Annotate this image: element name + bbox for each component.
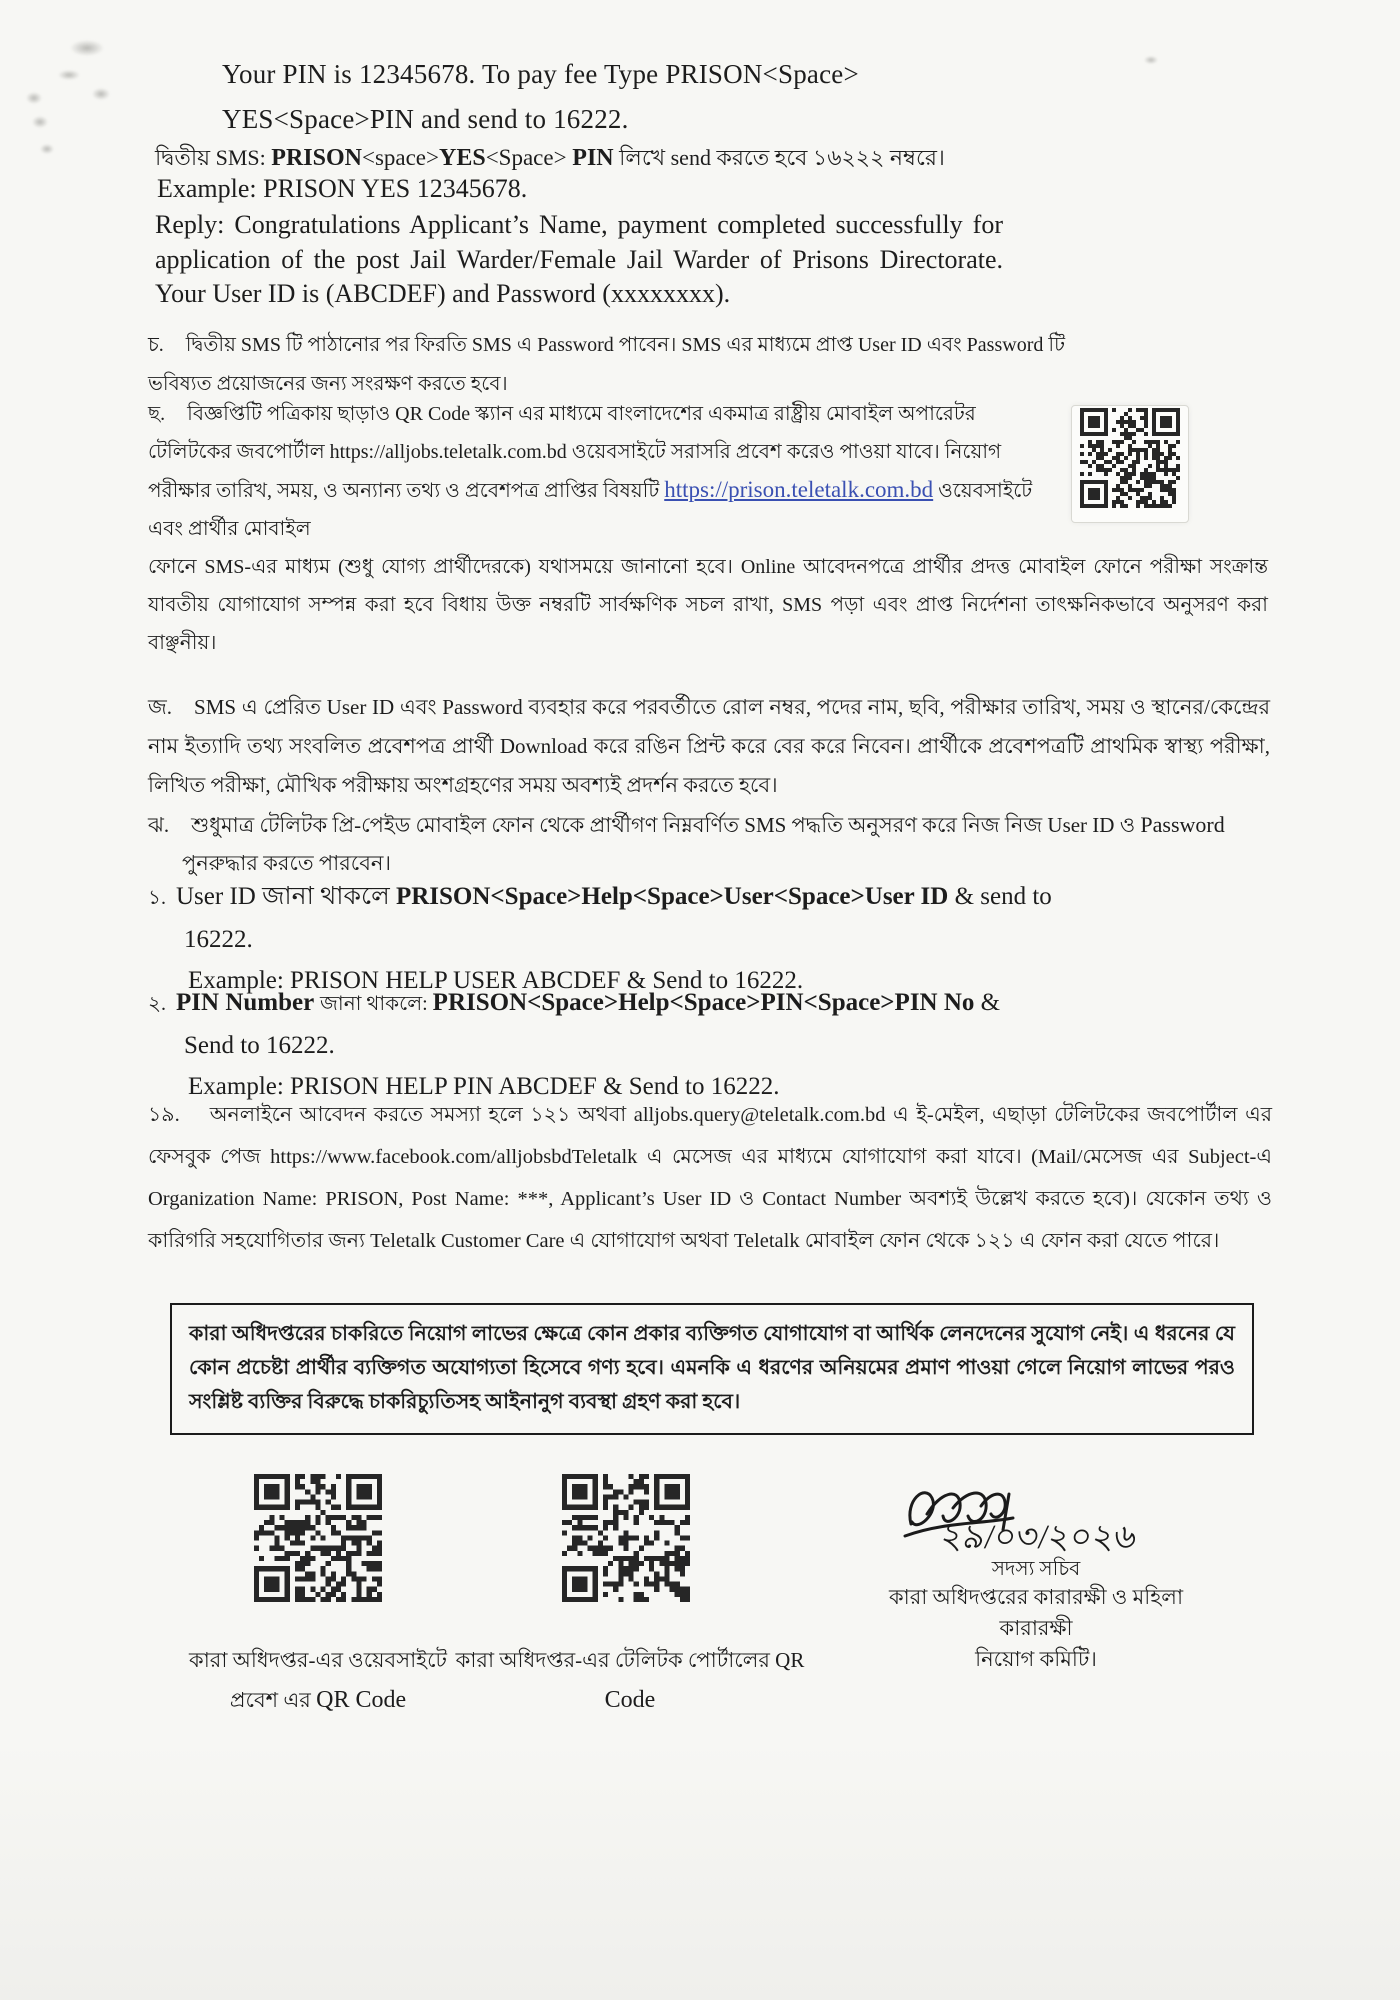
signature-block (862, 1478, 1210, 1675)
section-jha-text-1: শুধুমাত্র টেলিটক প্রি-পেইড মোবাইল ফোন থেকে প্রার্থীগণ নিম্নবর্ণিত SMS পদ্ধতি অনুসরণ করে নিজ নিজ User ID ও (191, 813, 1141, 837)
help-item-pin-line1 (148, 982, 1000, 1025)
section-chha-text-4: ফোনে SMS-এর মাধ্যম (শুধু যোগ্য প্রার্থীদেরকে) যথাসময়ে জানানো হবে। Online আবেদনপত্রে প্রার্থীর প্রদত্ত মোবাইল ফোনে পরীক্ষা সংক্রান্ত যাবতীয় যোগাযোগ সম্পন্ন করা হবে বিধায় উক্ত নম্বরটি সার্বক্ষণিক সচল রাখা, SMS পড়া এবং প্রাপ্ত নির্দেশনা তাৎক্ষনিকভাবে অনুসরণ করা বাঞ্ছনীয়। (148, 556, 1268, 654)
website-qr-image (254, 1474, 382, 1607)
section-chha-text-2: ওয়েবসাইটে সরাসরি প্রবেশ করেও পাওয়া যাবে। নিয়োগ পরীক্ষার তারিখ, সময়, ও অন্যান্য তথ্য ও প্রবেশপত্র প্রাপ্তির বিষয়টি (148, 441, 1002, 502)
teletalk-portal-qr-caption-line1: কারা অধিদপ্তর-এর টেলিটক পোর্টালের QR (455, 1648, 805, 1672)
website-qr-caption-bn: প্রবেশ এর (229, 1688, 317, 1712)
section-cha (148, 326, 1100, 404)
keyword-pin: PIN (572, 145, 614, 171)
pencil-smudge (40, 144, 54, 154)
pencil-smudge (26, 92, 42, 104)
section-jha-label: ঝ. (148, 813, 170, 837)
section-chha-text-3: ওয়েবসাইটে এবং প্রার্থীর মোবাইল (148, 480, 1033, 540)
section-chha-text-1: বিজ্ঞপ্তিটি পত্রিকায় ছাড়াও QR Code স্ক্যান এর মাধ্যমে বাংলাদেশের একমাত্র রাষ্ট্রীয় মোবাইল অপারেটর টেলিটকের জবপোর্টাল (148, 403, 976, 463)
section-ja-label: জ. (148, 695, 173, 719)
item1-example: Example: PRISON HELP USER ABCDEF & Send to 16222. (188, 967, 804, 994)
prison-portal-link[interactable]: https://prison.teletalk.com.bd (664, 477, 934, 502)
signature-date: ২৯/০৩/২০২৬ (938, 1519, 1139, 1556)
item1-text-2: & send to (948, 883, 1052, 910)
signatory-org-line2: নিয়োগ কমিটি। (975, 1647, 1097, 1671)
teletalk-portal-qr-caption (440, 1640, 820, 1720)
item1-sms-format: PRISON<Space>Help<Space>User<Space>User ID (395, 883, 949, 910)
second-sms-prefix: দ্বিতীয় SMS: (155, 145, 272, 170)
item2-sms-format: PRISON<Space>Help<Space>PIN<Space>PIN No (432, 989, 975, 1016)
section-jha (148, 806, 1304, 882)
teletalk-portal-qr-caption-line2: Code (604, 1687, 656, 1713)
pencil-smudge (58, 70, 80, 80)
item1-text-1: User ID জানা থাকলে (175, 883, 396, 910)
section-19-label: ১৯. (148, 1104, 180, 1126)
teletalk-portal-qr-code (560, 1474, 692, 1606)
item2-text-1: জানা থাকলে: (320, 993, 433, 1015)
password-word: Password (1140, 812, 1225, 837)
pin-line-1: Your PIN is 12345678. To pay fee Type PRISON<Space> (222, 59, 859, 89)
item2-text-2: & (974, 989, 1001, 1016)
item2-pin-number: PIN Number (176, 989, 320, 1016)
space-token: <space> (361, 145, 439, 170)
item1-number: ১. (148, 887, 166, 909)
section-ja-text: SMS এ প্রেরিত User ID এবং Password ব্যবহার করে পরবর্তীতে রোল নম্বর, পদের নাম, ছবি, পরীক্ষার তারিখ, সময় ও স্থানের/কেন্দ্রের নাম ইত্যাদি তথ্য সংবলিত প্রবেশপত্র প্রার্থী Download করে রঙিন প্রিন্ট করে বের করে নিবেন। প্রার্থীকে প্রবেশপত্রটি প্রাথমিক স্বাস্থ্য পরীক্ষা, লিখিত পরীক্ষা, মৌখিক পরীক্ষায় অংশগ্রহণের সময় অবশ্যই প্রদর্শন করতে হবে। (148, 695, 1270, 797)
item2-example: Example: PRISON HELP PIN ABCDEF & Send to 16222. (188, 1073, 780, 1100)
pencil-smudge (1144, 56, 1158, 64)
pencil-smudge (32, 116, 48, 128)
website-qr-caption (158, 1640, 478, 1720)
help-item-pin (148, 982, 1000, 1107)
item1-continuation: 16222. (184, 926, 253, 953)
section-19-text-1: অনলাইনে আবেদন করতে সমস্যা হলে ১২১ অথবা alljobs.query@teletalk.com.bd এ ই-মেইল, এছাড়া টেলিটকের জবপোর্টাল এর ফেসবুক পেজ (148, 1104, 1272, 1168)
qr-float-container (1033, 395, 1268, 547)
warning-box: কারা অধিদপ্তরের চাকরিতে নিয়োগ লাভের ক্ষেত্রে কোন প্রকার ব্যক্তিগত যোগাযোগ বা আর্থিক লেনদেনের সুযোগ নেই। এ ধরনের যে কোন প্রচেষ্টা প্রার্থীর ব্যক্তিগত অযোগ্যতা হিসেবে গণ্য হবে। এমনকি এ ধরণের অনিয়মের প্রমাণ পাওয়া গেলে নিয়োগ লাভের পরও সংশ্লিষ্ট ব্যক্তির বিরুদ্ধে চাকরিচ্যুতিসহ আইনানুগ ব্যবস্থা গ্রহণ করা হবে। (170, 1303, 1254, 1435)
section-chha-body (148, 395, 1268, 548)
teletalk-jobportal-qr-frame (1071, 405, 1189, 523)
facebook-url: https://www.facebook.com/alljobsbdTeletalk (270, 1146, 638, 1168)
keyword-prison: PRISON (271, 145, 362, 171)
second-sms-line (155, 141, 945, 178)
section-cha-text: দ্বিতীয় SMS টি পাঠানোর পর ফিরতি SMS এ Password পাবেন। SMS এর মাধ্যমে প্রাপ্ত User ID এবং Password টি ভবিষ্যত প্রয়োজনের জন্য সংরক্ষণ করতে হবে। (148, 334, 1065, 395)
keyword-yes: YES (439, 145, 486, 171)
signatory-title: সদস্য সচিব (991, 1558, 1081, 1580)
pencil-smudge (70, 40, 104, 56)
help-item-userid-line1 (148, 876, 1052, 919)
website-qr-caption-line1: কারা অধিদপ্তর-এর ওয়েবসাইটে (189, 1648, 447, 1672)
section-19-text-2: এ মেসেজ এর মাধ্যমে যোগাযোগ করা যাবে। (Mail/মেসেজ এর Subject-এ Organization Name: PRISON, Post Name: ***, Applicant’s User ID ও Contact Number অবশ্যই উল্লেখ করতে হবে)। যেকোন তথ্য ও কারিগরি সহযোগিতার জন্য Teletalk Customer Care এ যোগাযোগ অথবা Teletalk মোবাইল ফোন থেকে ১২১ এ ফোন করা যেতে পারে। (148, 1146, 1272, 1252)
space-token: <Space> (485, 145, 573, 170)
signatory-org-line1: কারা অধিদপ্তরের কারারক্ষী ও মহিলা কারারক্ষী (888, 1585, 1184, 1640)
section-chha-label: ছ. (148, 403, 166, 425)
section-chha (148, 395, 1268, 662)
handwritten-signature (891, 1478, 1181, 1566)
section-jha-text-2: পুনরুদ্ধার করতে পারবেন। (182, 851, 391, 875)
section-ja (148, 688, 1270, 805)
pin-instruction-block (222, 52, 859, 142)
pencil-smudge (92, 88, 110, 100)
pin-line-2: YES<Space>PIN and send to 16222. (222, 104, 629, 134)
item2-continuation: Send to 16222. (184, 1032, 335, 1059)
website-qr-caption-line2 (158, 1680, 478, 1720)
website-qr-caption-en: QR Code (316, 1687, 407, 1713)
section-cha-label: চ. (148, 334, 164, 356)
teletalk-portal-qr-image (562, 1474, 690, 1607)
website-qr-code (252, 1474, 384, 1606)
item2-number: ২. (148, 993, 167, 1015)
second-sms-suffix: লিখে send করতে হবে ১৬২২২ নম্বরে। (613, 145, 945, 170)
example-payment-sms: Example: PRISON YES 12345678. (157, 174, 528, 203)
teletalk-jobportal-qr-code (1080, 408, 1180, 521)
reply-paragraph: Reply: Congratulations Applicant’s Name, payment completed successfully for application of the post Jail Warder/Female Jail Warder of Prisons Directorate. Your User ID is (ABCDEF) and Password (xxxxxxxx). (155, 210, 1003, 308)
alljobs-url: https://alljobs.teletalk.com.bd (329, 441, 567, 463)
section-19 (148, 1094, 1272, 1262)
